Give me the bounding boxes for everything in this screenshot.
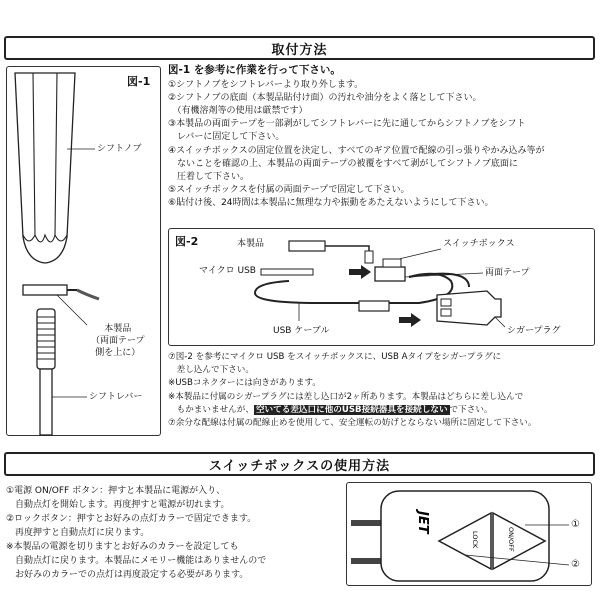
- shift-lever-label: シフトレバー: [89, 392, 143, 402]
- micro-usb-label: マイクロ USB: [199, 266, 256, 276]
- tape-label: 両面テープ: [485, 268, 530, 278]
- note-line: ⑦図-2 を参考にマイクロ USB をスイッチボックスに、USB Aタイプをシガープラグに: [168, 352, 502, 362]
- cigar-plug-label: シガープラグ: [507, 326, 561, 336]
- installation-instructions: [168, 64, 598, 210]
- usage-line: 自動点灯を開始します。再度押すと電源が切れます。: [6, 500, 230, 510]
- instruction-line: レバーに固定して下さい。: [168, 132, 285, 143]
- instruction-line: ③本製品の両面テープを一部剥がしてシフトレバーに先に通してからシフトノブをシフト: [168, 119, 526, 130]
- instruction-line: （有機溶剤等の使用は厳禁です）: [168, 106, 308, 117]
- usage-line: 自動点灯に戻ります。本製品にメモリー機能はありませんので: [6, 556, 267, 566]
- switch-box-figure: [346, 482, 592, 586]
- section-header-switch-box: [4, 452, 595, 476]
- lock-text: LOCK: [471, 531, 479, 549]
- instruction-line: ないことを確認の上、本製品の両面テープの被覆をすべて剥がしてシフトノブ底面に: [168, 158, 518, 169]
- note-line: ※本製品に付属のシガープラグには差し込口が2ヶ所あります。本製品はどちらに差し込んで: [168, 391, 524, 402]
- switch-box-usage: [6, 484, 336, 582]
- figure-2: [168, 228, 595, 346]
- instruction-line: ⑤スイッチボックスを付属の両面テープで固定して下さい。: [168, 184, 410, 195]
- product-label: 本製品: [237, 239, 265, 249]
- callout-2: ②: [571, 559, 580, 570]
- warning-highlight: 空いてる差込口に他のUSB接続器具を接続しない: [255, 404, 448, 415]
- on-off-text: ON/OFF: [507, 527, 515, 552]
- instructions-title: 図-1 を参考に作業を行って下さい。: [168, 64, 341, 76]
- shift-knob-illustration: [7, 67, 162, 437]
- note-line: もかまいませんが、 空いてる差込口に他のUSB接続器具を接続しない で下さい。: [168, 404, 493, 415]
- section-title: スイッチボックスの使用方法: [208, 458, 391, 474]
- product-label: 本製品 （両面テープ 側を上に）: [91, 324, 145, 358]
- connection-notes: [168, 351, 598, 430]
- usage-line: ①電源 ON/OFF ボタン：押すと本製品に電源が入り、: [6, 486, 226, 496]
- section-title: 取付方法: [271, 42, 328, 58]
- instruction-line: ②シフトノブの底面（本製品貼付け面）の汚れや油分をよく落として下さい。: [168, 93, 482, 104]
- note-line: 差し込んで下さい。: [168, 365, 254, 376]
- section-header-installation: [4, 36, 595, 60]
- callout-1: ①: [571, 519, 580, 530]
- figure-1: [6, 66, 161, 436]
- figure-2-label: 図-2: [175, 235, 199, 248]
- note-line: ⑦余分な配線は付属の配線止めを使用して、安全運転の妨げとならない場所に固定して下さい。: [168, 418, 537, 429]
- switch-box-illustration: [347, 483, 593, 587]
- brand-logo: JET: [415, 511, 430, 534]
- usage-line: お好みのカラーでの点灯は再度設定する必要があります。: [6, 570, 249, 580]
- switch-box-label: スイッチボックス: [443, 239, 515, 249]
- usage-line: 再度押すと自動点灯に戻ります。: [6, 528, 150, 538]
- note-line: ※USBコネクターには向きがあります。: [168, 378, 321, 389]
- usb-cable-label: USB ケーブル: [273, 326, 330, 336]
- shift-knob-label: シフトノブ: [97, 144, 142, 154]
- usage-line: ※本製品の電源を切りますとお好みのカラーを設定しても: [6, 542, 239, 552]
- instruction-line: ①シフトノブをシフトレバーより取り外します。: [168, 80, 364, 91]
- instruction-line: 圧着して下さい。: [168, 171, 250, 182]
- instruction-line: ⑥貼付け後、24時間は本製品に無理な力や振動をあたえないようにして下さい。: [168, 197, 494, 208]
- figure-1-label: 図-1: [127, 75, 151, 88]
- usage-line: ②ロックボタン：押すとお好みの点灯カラーで固定できます。: [6, 514, 257, 524]
- instruction-line: ④スイッチボックスの固定位置を決定し、すべてのギア位置で配線の引っ張りやかみ込み等が: [168, 145, 545, 156]
